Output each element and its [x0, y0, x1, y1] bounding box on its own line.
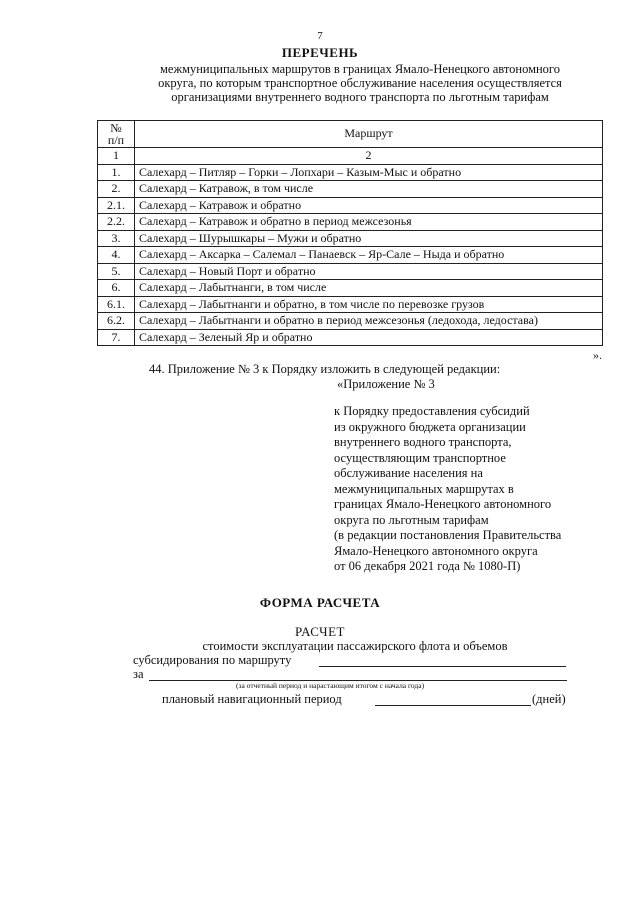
subtitle-line: округа, по которым транспортное обслуживание населения осуществляется	[158, 76, 562, 90]
column-number-row	[98, 148, 603, 165]
row-number: 7.	[98, 329, 135, 346]
calc-title: РАСЧЕТ	[295, 624, 345, 639]
route-name: Салехард – Лабытнанги, в том числе	[135, 280, 603, 297]
table-row	[98, 214, 603, 231]
routes-table	[97, 120, 603, 346]
route-name: Салехард – Катравож, в том числе	[135, 181, 603, 198]
row-number: 3.	[98, 230, 135, 247]
table-row	[98, 280, 603, 297]
column-number: 1	[98, 148, 135, 165]
route-name: Салехард – Катравож и обратно в период межсезонья	[135, 214, 603, 231]
route-input-line[interactable]	[319, 653, 566, 667]
table-row	[98, 230, 603, 247]
route-name: Салехард – Лабытнанги и обратно, в том числе по перевозке грузов	[135, 296, 603, 313]
appendix-description: к Порядку предоставления субсидий из окружного бюджета организации внутреннего водного транспорта, осуществляющим транспортное обслуживание населения на межмуниципальных маршрутах в границах Ямало-Ненецкого автономного округа по льготным тарифам (в редакции постановления Правительства Ямало-Ненецкого автономного округа от 06 декабря 2021 года № 1080-П)	[334, 404, 562, 573]
route-name: Салехард – Новый Порт и обратно	[135, 263, 603, 280]
table-row	[98, 247, 603, 264]
calc-subtitle: стоимости эксплуатации пассажирского флота и объемов	[202, 639, 508, 653]
row-number: 5.	[98, 263, 135, 280]
planned-period-label: плановый навигационный период	[162, 692, 342, 706]
subtitle-line: межмуниципальных маршрутов в границах Ямало-Ненецкого автономного	[159, 62, 561, 76]
row-number: 1.	[98, 164, 135, 181]
header-number	[98, 121, 135, 148]
period-caption: (за отчетный период и нарастающим итогом с начала года)	[236, 681, 425, 690]
table-row	[98, 181, 603, 198]
period-input-line[interactable]	[149, 667, 567, 681]
list-title: ПЕРЕЧЕНЬ	[281, 45, 359, 60]
row-number: 2.2.	[98, 214, 135, 231]
closing-quote: ».	[593, 348, 602, 362]
row-number: 6.1.	[98, 296, 135, 313]
row-number: 4.	[98, 247, 135, 264]
period-prefix: за	[133, 667, 144, 681]
row-number: 6.2.	[98, 313, 135, 330]
appendix-heading: «Приложение № 3	[337, 377, 435, 391]
form-title: ФОРМА РАСЧЕТА	[259, 595, 381, 610]
route-name: Салехард – Зеленый Яр и обратно	[135, 329, 603, 346]
header-number-line: п/п	[107, 133, 125, 147]
row-number: 2.	[98, 181, 135, 198]
table-header-row	[98, 121, 603, 148]
row-number: 6.	[98, 280, 135, 297]
route-name: Салехард – Лабытнанги и обратно в период межсезонья (ледохода, ледостава)	[135, 313, 603, 330]
route-label: субсидирования по маршруту	[133, 653, 292, 667]
table-row	[98, 263, 603, 280]
route-name: Салехард – Аксарка – Салемал – Панаевск – Яр-Сале – Ныда и обратно	[135, 247, 603, 264]
table-row	[98, 197, 603, 214]
route-name: Салехард – Шурышкары – Мужи и обратно	[135, 230, 603, 247]
table-row	[98, 164, 603, 181]
days-label: (дней)	[532, 692, 566, 706]
planned-days-input-line[interactable]	[375, 692, 531, 706]
page-number: 7	[317, 30, 323, 42]
list-subtitle	[90, 62, 630, 104]
table-row	[98, 329, 603, 346]
subtitle-line: организациями внутреннего водного транспорта по льготным тарифам	[171, 90, 549, 104]
header-number-line: №	[110, 121, 122, 135]
route-name: Салехард – Питляр – Горки – Лопхари – Казым-Мыс и обратно	[135, 164, 603, 181]
header-route: Маршрут	[135, 121, 603, 148]
row-number: 2.1.	[98, 197, 135, 214]
column-number: 2	[135, 148, 603, 165]
paragraph-44: 44. Приложение № 3 к Порядку изложить в следующей редакции:	[149, 362, 501, 376]
table-row	[98, 313, 603, 330]
table-row	[98, 296, 603, 313]
route-name: Салехард – Катравож и обратно	[135, 197, 603, 214]
